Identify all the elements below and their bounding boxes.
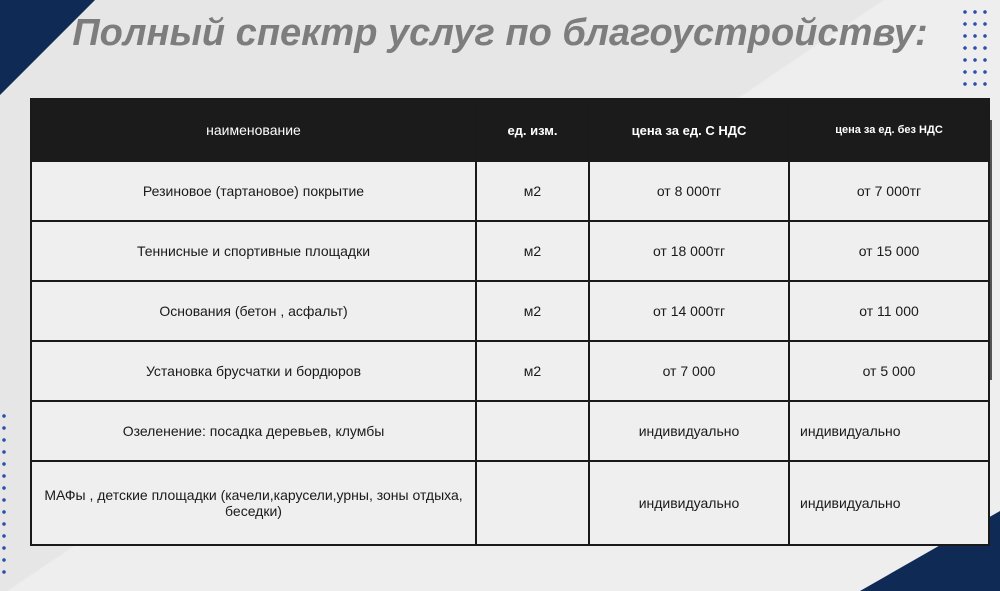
cell-price-no-vat: от 5 000 (789, 341, 989, 401)
cell-price-vat: от 8 000тг (589, 161, 789, 221)
table-row (31, 161, 989, 221)
table-row (31, 341, 989, 401)
header-price-vat: цена за ед. С НДС (589, 99, 789, 161)
cell-price-vat: от 18 000тг (589, 221, 789, 281)
header-row (31, 99, 989, 161)
table-row (31, 461, 989, 545)
cell-price-no-vat: индивидуально (789, 401, 989, 461)
cell-unit: м2 (476, 341, 589, 401)
cell-unit: м2 (476, 281, 589, 341)
page-title: Полный спектр услуг по благоустройству: (72, 12, 928, 54)
cell-price-no-vat: от 11 000 (789, 281, 989, 341)
table-row (31, 281, 989, 341)
cell-price-vat: индивидуально (589, 461, 789, 545)
cell-unit (476, 461, 589, 545)
cell-price-no-vat: от 15 000 (789, 221, 989, 281)
table-row (31, 401, 989, 461)
header-price-no-vat: цена за ед. без НДС (789, 99, 989, 161)
table-row (31, 221, 989, 281)
cell-name: Установка брусчатки и бордюров (31, 341, 476, 401)
cell-price-vat: от 14 000тг (589, 281, 789, 341)
cell-price-no-vat: от 7 000тг (789, 161, 989, 221)
cell-unit: м2 (476, 161, 589, 221)
dot-pattern-left (0, 410, 8, 580)
header-name: наименование (31, 99, 476, 161)
cell-name: Резиновое (тартановое) покрытие (31, 161, 476, 221)
cell-price-vat: индивидуально (589, 401, 789, 461)
cell-unit (476, 401, 589, 461)
cell-name: МАФы , детские площадки (качели,карусели,урны, зоны отдыха, беседки) (31, 461, 476, 545)
header-unit: ед. изм. (476, 99, 589, 161)
price-table (30, 98, 990, 546)
cell-price-no-vat: индивидуально (789, 461, 989, 545)
cell-name: Теннисные и спортивные площадки (31, 221, 476, 281)
cell-price-vat: от 7 000 (589, 341, 789, 401)
right-edge-bar (990, 120, 992, 380)
cell-unit: м2 (476, 221, 589, 281)
cell-name: Озеленение: посадка деревьев, клумбы (31, 401, 476, 461)
cell-name: Основания (бетон , асфальт) (31, 281, 476, 341)
